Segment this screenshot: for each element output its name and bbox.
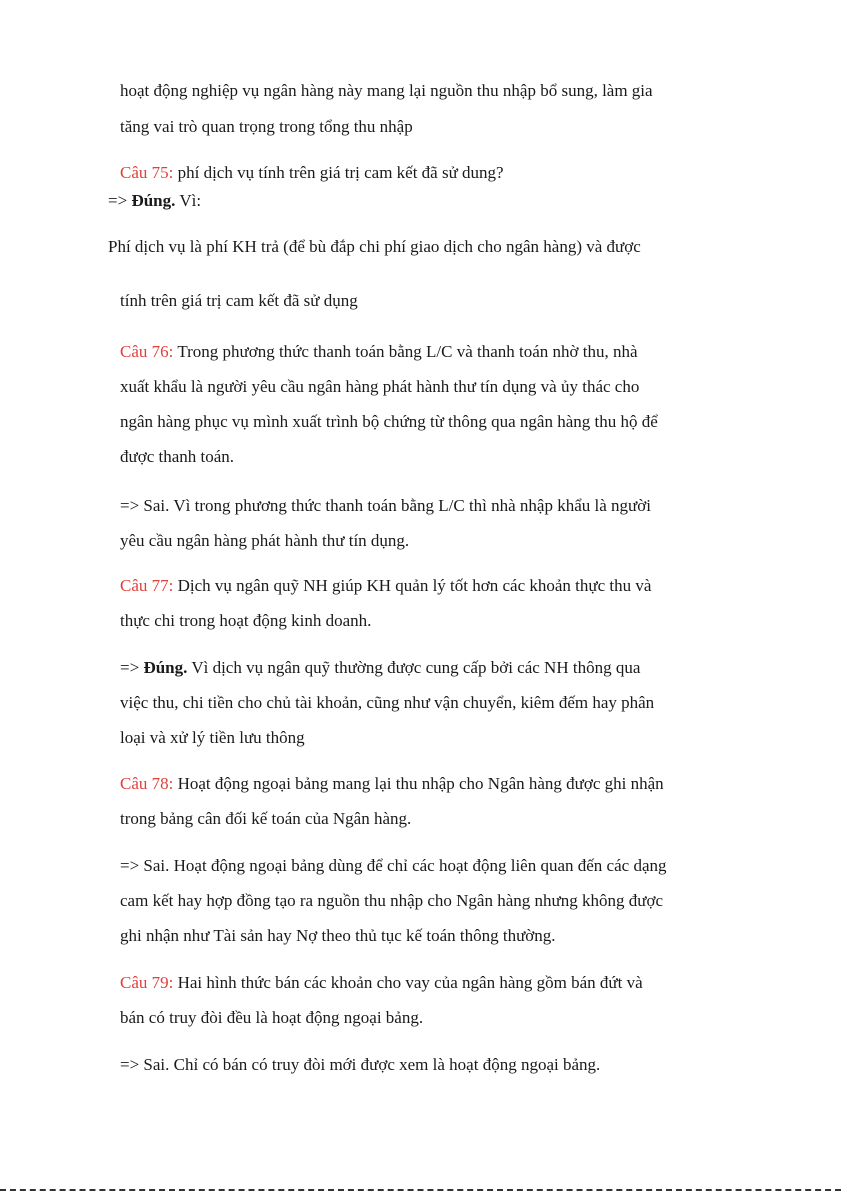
answer-verdict: Đúng. [131,191,176,210]
question-text: Dịch vụ ngân quỹ NH giúp KH quản lý tốt hơn các khoản thực thu và [177,576,652,595]
paragraph-line: loại và xử lý tiền lưu thông [120,728,305,747]
paragraph-line: trong bảng cân đối kế toán của Ngân hàng. [120,809,412,828]
paragraph-line: xuất khẩu là người yêu cầu ngân hàng phát hành thư tín dụng và ủy thác cho [120,377,640,396]
paragraph-line: được thanh toán. [120,447,235,466]
answer-76: => Sai. Vì trong phương thức thanh toán bằng L/C thì nhà nhập khẩu là người [120,496,651,515]
question-label: Câu 78: [120,774,174,793]
answer-arrow: => [108,191,128,210]
question-78 [120,773,664,795]
answer-text: Vì dịch vụ ngân quỹ thường được cung cấp bởi các NH thông qua [191,658,641,677]
question-text: Trong phương thức thanh toán bằng L/C và thanh toán nhờ thu, nhà [177,342,638,361]
answer-77 [120,657,640,679]
paragraph-line: hoạt động nghiệp vụ ngân hàng này mang lại nguồn thu nhập bổ sung, làm gia [120,81,653,100]
answer-arrow: => [120,658,140,677]
paragraph-line: thực chi trong hoạt động kinh doanh. [120,611,372,630]
question-text: Hai hình thức bán các khoản cho vay của ngân hàng gồm bán đứt và [177,973,643,992]
answer-verdict: Đúng. [143,658,188,677]
paragraph-line: ngân hàng phục vụ mình xuất trình bộ chứng từ thông qua ngân hàng thu hộ để [120,412,658,431]
paragraph-line: yêu cầu ngân hàng phát hành thư tín dụng. [120,531,410,550]
paragraph-line: bán có truy đòi đều là hoạt động ngoại bảng. [120,1008,424,1027]
question-77 [120,575,651,597]
answer-78: => Sai. Hoạt động ngoại bảng dùng để chỉ các hoạt động liên quan đến các dạng [120,856,667,875]
question-75 [120,162,504,184]
question-text: Hoạt động ngoại bảng mang lại thu nhập cho Ngân hàng được ghi nhận [177,774,664,793]
paragraph-line: ghi nhận như Tài sản hay Nợ theo thủ tục kế toán thông thường. [120,926,556,945]
paragraph-line: tính trên giá trị cam kết đã sử dụng [120,291,358,310]
question-79 [120,972,643,994]
paragraph-line: Phí dịch vụ là phí KH trả (để bù đắp chi phí giao dịch cho ngân hàng) và được [108,237,641,256]
answer-75 [108,190,201,212]
answer-79: => Sai. Chỉ có bán có truy đòi mới được xem là hoạt động ngoại bảng. [120,1055,601,1074]
paragraph-line: việc thu, chi tiền cho chủ tài khoản, cũng như vận chuyển, kiêm đếm hay phân [120,693,655,712]
answer-text: Vì: [179,191,202,210]
question-label: Câu 77: [120,576,174,595]
question-label: Câu 75: [120,163,174,182]
question-text: phí dịch vụ tính trên giá trị cam kết đã sử dung? [177,163,504,182]
paragraph-line: cam kết hay hợp đồng tạo ra nguồn thu nhập cho Ngân hàng nhưng không được [120,891,663,910]
question-label: Câu 79: [120,973,174,992]
paragraph-line: tăng vai trò quan trọng trong tổng thu nhập [120,117,413,136]
question-76 [120,341,638,363]
question-label: Câu 76: [120,342,174,361]
